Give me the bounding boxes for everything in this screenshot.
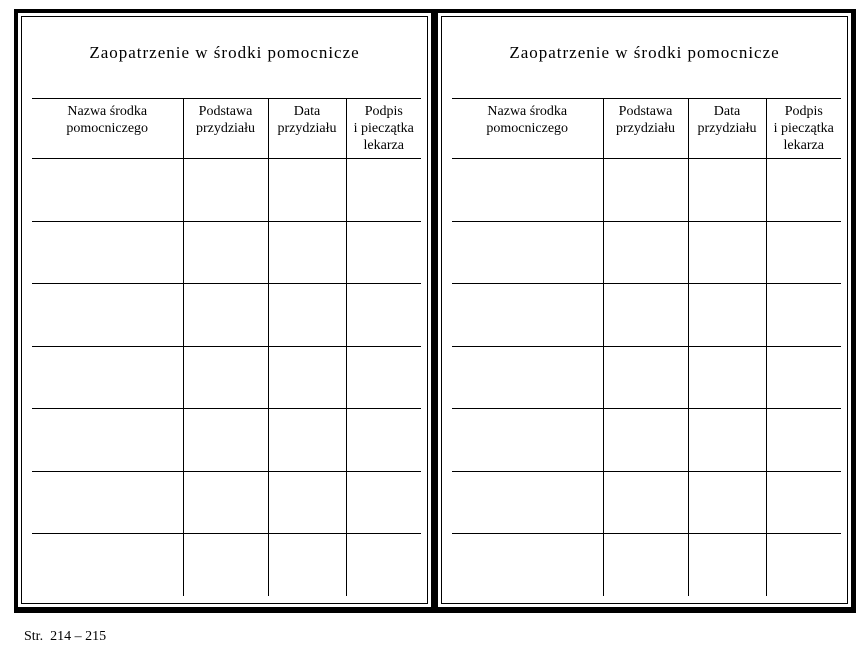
cell-allocation-date xyxy=(268,471,346,534)
cell-item-name xyxy=(32,409,183,472)
left-page-title: Zaopatrzenie w środki pomocnicze xyxy=(89,43,360,62)
cell-allocation-date xyxy=(268,284,346,347)
table-row xyxy=(452,409,841,472)
cell-doctor-signature xyxy=(766,471,841,534)
cell-item-name xyxy=(32,221,183,284)
cell-item-name xyxy=(452,409,603,472)
cell-allocation-basis xyxy=(183,284,268,347)
cell-allocation-basis xyxy=(183,409,268,472)
cell-item-name xyxy=(452,534,603,597)
cell-item-name xyxy=(32,534,183,597)
column-header-allocation-basis: Podstawa przydziału xyxy=(183,99,268,159)
left-supplies-table xyxy=(32,98,421,596)
cell-doctor-signature xyxy=(766,534,841,597)
table-row xyxy=(32,471,421,534)
column-header-item-name: Nazwa środka pomocniczego xyxy=(32,99,183,159)
cell-item-name xyxy=(32,346,183,409)
cell-allocation-date xyxy=(268,534,346,597)
table-row xyxy=(32,346,421,409)
cell-allocation-basis xyxy=(183,221,268,284)
table-row xyxy=(32,409,421,472)
cell-doctor-signature xyxy=(766,284,841,347)
cell-item-name xyxy=(452,284,603,347)
cell-item-name xyxy=(452,471,603,534)
column-header-doctor-signature: Podpis i pieczątka lekarza xyxy=(346,99,421,159)
column-header-allocation-date: Data przydziału xyxy=(268,99,346,159)
cell-allocation-basis xyxy=(603,534,688,597)
cell-doctor-signature xyxy=(766,409,841,472)
table-row xyxy=(32,221,421,284)
column-header-doctor-signature: Podpis i pieczątka lekarza xyxy=(766,99,841,159)
cell-allocation-basis xyxy=(183,159,268,222)
cell-allocation-basis xyxy=(183,534,268,597)
cell-allocation-date xyxy=(268,159,346,222)
cell-allocation-date xyxy=(688,221,766,284)
right-table-body xyxy=(452,159,841,597)
cell-allocation-date xyxy=(688,471,766,534)
booklet-spread xyxy=(14,9,856,613)
cell-doctor-signature xyxy=(766,346,841,409)
cell-allocation-basis xyxy=(603,221,688,284)
cell-allocation-basis xyxy=(603,346,688,409)
cell-doctor-signature xyxy=(346,221,421,284)
cell-allocation-basis xyxy=(603,284,688,347)
cell-allocation-date xyxy=(268,221,346,284)
cell-allocation-basis xyxy=(603,471,688,534)
table-header-row xyxy=(32,99,421,159)
cell-allocation-basis xyxy=(183,346,268,409)
left-page xyxy=(18,13,431,607)
cell-item-name xyxy=(32,471,183,534)
cell-allocation-basis xyxy=(603,159,688,222)
cell-doctor-signature xyxy=(346,284,421,347)
left-table-body xyxy=(32,159,421,597)
column-header-item-name: Nazwa środka pomocniczego xyxy=(452,99,603,159)
cell-item-name xyxy=(452,221,603,284)
cell-item-name xyxy=(32,159,183,222)
cell-doctor-signature xyxy=(766,221,841,284)
page-reference: Str. 214 – 215 xyxy=(24,629,107,644)
cell-doctor-signature xyxy=(346,471,421,534)
cell-allocation-basis xyxy=(183,471,268,534)
cell-allocation-date xyxy=(688,409,766,472)
table-row xyxy=(32,534,421,597)
right-page xyxy=(438,13,851,607)
right-supplies-table xyxy=(452,98,841,596)
cell-allocation-date xyxy=(688,159,766,222)
cell-doctor-signature xyxy=(766,159,841,222)
cell-allocation-date xyxy=(688,534,766,597)
table-row xyxy=(32,159,421,222)
table-header-row xyxy=(452,99,841,159)
cell-allocation-date xyxy=(268,346,346,409)
column-header-allocation-basis: Podstawa przydziału xyxy=(603,99,688,159)
cell-doctor-signature xyxy=(346,534,421,597)
cell-item-name xyxy=(32,284,183,347)
cell-allocation-basis xyxy=(603,409,688,472)
cell-doctor-signature xyxy=(346,346,421,409)
cell-allocation-date xyxy=(268,409,346,472)
table-row xyxy=(452,221,841,284)
table-row xyxy=(32,284,421,347)
column-header-allocation-date: Data przydziału xyxy=(688,99,766,159)
table-row xyxy=(452,471,841,534)
table-row xyxy=(452,159,841,222)
cell-allocation-date xyxy=(688,346,766,409)
table-row xyxy=(452,284,841,347)
right-page-title: Zaopatrzenie w środki pomocnicze xyxy=(509,43,780,62)
cell-item-name xyxy=(452,159,603,222)
table-row xyxy=(452,346,841,409)
table-row xyxy=(452,534,841,597)
cell-item-name xyxy=(452,346,603,409)
cell-allocation-date xyxy=(688,284,766,347)
cell-doctor-signature xyxy=(346,159,421,222)
cell-doctor-signature xyxy=(346,409,421,472)
